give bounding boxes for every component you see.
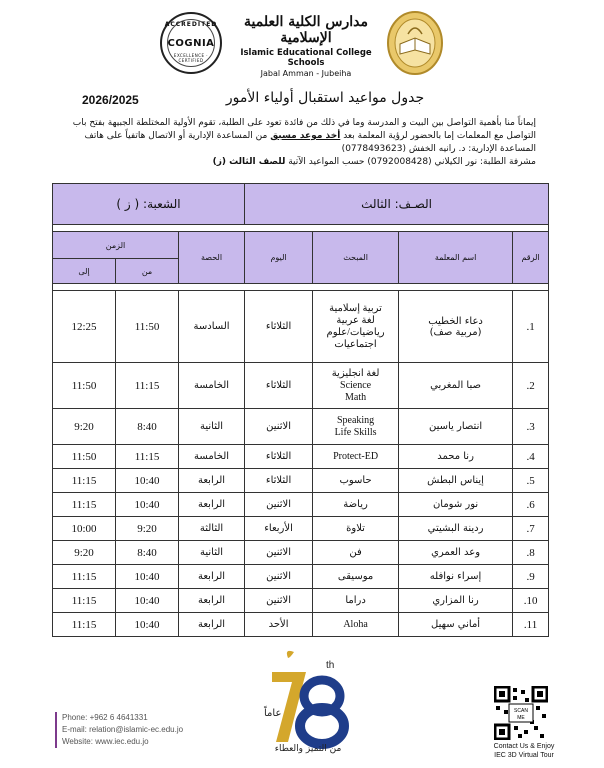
teacher-name-text: رنا المزاري xyxy=(432,595,479,606)
day-cell: الاثنين xyxy=(245,541,313,565)
header-time: الزمن xyxy=(53,232,179,259)
day-cell: الثلاثاء xyxy=(245,291,313,363)
teacher-name xyxy=(399,409,513,445)
intro-line-2 xyxy=(58,156,536,169)
subject-cell xyxy=(313,565,399,589)
time-to: 9:20 xyxy=(53,409,116,445)
period-cell: السادسة xyxy=(179,291,245,363)
subject-cell xyxy=(313,409,399,445)
teacher-name xyxy=(399,565,513,589)
time-to: 9:20 xyxy=(53,541,116,565)
time-from: 10:40 xyxy=(116,565,179,589)
day-cell: الاثنين xyxy=(245,409,313,445)
qr-caption-line-2: IEC 3D Virtual Tour xyxy=(494,752,554,759)
teacher-name xyxy=(399,469,513,493)
subject-cell xyxy=(313,613,399,637)
period-cell: الثالثة xyxy=(179,517,245,541)
page-title: جدول مواعيد استقبال أولياء الأمور xyxy=(225,90,425,106)
subject-line: رياضيات/علوم xyxy=(326,326,385,338)
day-cell: الثلاثاء xyxy=(245,445,313,469)
time-from: 10:40 xyxy=(116,493,179,517)
cognia-accreditation-logo xyxy=(160,12,222,74)
table-row xyxy=(53,541,549,565)
subject-cell xyxy=(313,291,399,363)
schedule-rows xyxy=(53,291,549,637)
row-number: .2 xyxy=(513,363,549,409)
academic-year: 2026/2025 xyxy=(82,93,139,107)
teacher-name-text: رنا محمد xyxy=(437,451,474,462)
school-emblem-icon xyxy=(386,10,444,76)
subject-line: Life Skills xyxy=(334,426,377,438)
subject-line: اجتماعيات xyxy=(334,338,377,350)
subject-cell xyxy=(313,469,399,493)
time-from: 11:50 xyxy=(116,291,179,363)
time-from: 8:40 xyxy=(116,409,179,445)
teacher-name-text: إيناس البطش xyxy=(427,475,484,486)
table-spacer xyxy=(53,225,549,232)
day-cell: الثلاثاء xyxy=(245,363,313,409)
cognia-tagline: EXCELLENCE · CERTIFIED xyxy=(173,53,209,63)
section-header-row xyxy=(53,184,549,225)
subject-cell xyxy=(313,493,399,517)
class-emphasis: للصف الثالث (ز) xyxy=(212,157,286,167)
period-cell: الخامسة xyxy=(179,445,245,469)
time-from: 11:15 xyxy=(116,445,179,469)
day-cell: الأربعاء xyxy=(245,517,313,541)
table-row xyxy=(53,589,549,613)
row-number: .7 xyxy=(513,517,549,541)
subject-line: Math xyxy=(345,391,367,403)
period-cell: الرابعة xyxy=(179,589,245,613)
row-number: .9 xyxy=(513,565,549,589)
row-number: .8 xyxy=(513,541,549,565)
intro-paragraph xyxy=(58,117,536,169)
time-from: 11:15 xyxy=(116,363,179,409)
teacher-name xyxy=(399,291,513,363)
period-cell: الخامسة xyxy=(179,363,245,409)
subject-line: Aloha xyxy=(343,618,368,630)
time-to: 11:50 xyxy=(53,363,116,409)
subject-line: Speaking xyxy=(336,414,375,426)
subject-line: لغة عربية xyxy=(336,314,375,326)
school-name-arabic: مدارس الكلية العلمية الإسلامية xyxy=(244,14,368,46)
teacher-name-text: دعاء الخطيب xyxy=(428,315,483,327)
teacher-name xyxy=(399,493,513,517)
qr-scan-label: SCAN xyxy=(514,708,528,714)
row-number: .5 xyxy=(513,469,549,493)
subject-line: موسيقى xyxy=(337,570,374,582)
table-row xyxy=(53,445,549,469)
row-number: .4 xyxy=(513,445,549,469)
day-cell: الاثنين xyxy=(245,493,313,517)
time-from: 10:40 xyxy=(116,469,179,493)
time-to: 11:50 xyxy=(53,445,116,469)
teacher-name xyxy=(399,589,513,613)
header-number: الرقم xyxy=(513,232,549,284)
teacher-name xyxy=(399,541,513,565)
intro-line-1 xyxy=(58,117,536,156)
anniversary-suffix: th xyxy=(326,660,335,671)
teacher-name xyxy=(399,363,513,409)
teacher-name xyxy=(399,445,513,469)
qr-code-icon[interactable] xyxy=(494,686,548,740)
period-cell: الرابعة xyxy=(179,613,245,637)
teacher-name-text: ردينة البشيتي xyxy=(427,523,484,534)
qr-caption-line-1: Contact Us & Enjoy xyxy=(493,743,555,750)
row-number: .11 xyxy=(513,613,549,637)
table-row xyxy=(53,409,549,445)
subject-cell xyxy=(313,589,399,613)
table-spacer xyxy=(53,284,549,291)
subject-cell xyxy=(313,517,399,541)
row-number: .10 xyxy=(513,589,549,613)
cognia-brand-text: COGNIA xyxy=(167,38,215,49)
intro-text-2: من المساعدة الإدارية أو الاتصال هاتفياً على هاتف المساعدة الإدارية: د. رانيه الخفش (0778493623) xyxy=(84,131,536,154)
school-name-english: Islamic Educational College Schools xyxy=(240,48,372,68)
subject-line: Protect-ED xyxy=(333,450,379,462)
teacher-name xyxy=(399,517,513,541)
email-link[interactable]: E-mail: relation@islamic-ec.edu.jo xyxy=(62,725,184,734)
subject-line: لغة انجليزية xyxy=(331,367,380,379)
day-cell: الثلاثاء xyxy=(245,469,313,493)
teacher-name-text: صبا المغربي xyxy=(430,380,481,391)
qr-me-label: ME xyxy=(517,715,525,721)
table-row xyxy=(53,291,549,363)
table-row xyxy=(53,469,549,493)
grade-label: الصـف: الثالث xyxy=(245,184,549,225)
time-from: 10:40 xyxy=(116,589,179,613)
school-location: Jabal Amman - Jubeiha xyxy=(260,69,352,78)
period-cell: الرابعة xyxy=(179,469,245,493)
time-to: 11:15 xyxy=(53,565,116,589)
header-day: اليوم xyxy=(245,232,313,284)
table-row xyxy=(53,565,549,589)
website-link[interactable]: Website: www.iec.edu.jo xyxy=(62,737,149,746)
row-number: .6 xyxy=(513,493,549,517)
period-cell: الرابعة xyxy=(179,493,245,517)
period-cell: الثانية xyxy=(179,541,245,565)
subject-line: دراما xyxy=(345,594,366,606)
time-to: 11:15 xyxy=(53,589,116,613)
qr-caption xyxy=(484,742,564,760)
header-teacher: اسم المعلمة xyxy=(399,232,513,284)
time-from: 9:20 xyxy=(116,517,179,541)
teacher-name-text: وعد العمري xyxy=(431,547,481,558)
header-period: الحصة xyxy=(179,232,245,284)
day-cell: الاثنين xyxy=(245,565,313,589)
day-cell: الأحد xyxy=(245,613,313,637)
teacher-name-text: انتصار ياسين xyxy=(428,421,483,432)
teacher-name-text: نور شومان xyxy=(432,499,479,510)
row-number: .1 xyxy=(513,291,549,363)
day-cell: الاثنين xyxy=(245,589,313,613)
table-row xyxy=(53,493,549,517)
header-from: من xyxy=(116,259,179,284)
subject-line: فن xyxy=(349,546,362,558)
period-cell: الثانية xyxy=(179,409,245,445)
teacher-name-text: إسراء نوافله xyxy=(429,571,482,582)
time-from: 10:40 xyxy=(116,613,179,637)
teacher-role-note: (مربية صف) xyxy=(429,326,482,338)
teacher-name-text: أماني سهيل xyxy=(431,619,481,630)
period-cell: الرابعة xyxy=(179,565,245,589)
school-name-block xyxy=(232,14,380,78)
header-subject: المبحث xyxy=(313,232,399,284)
row-number: .3 xyxy=(513,409,549,445)
teacher-name xyxy=(399,613,513,637)
column-header-row xyxy=(53,232,549,259)
schedule-table xyxy=(52,183,549,637)
subject-cell xyxy=(313,541,399,565)
subject-line: Science xyxy=(340,379,372,391)
anniversary-word: عاماً xyxy=(264,708,282,719)
contact-info xyxy=(55,712,183,748)
cognia-accredited-text: ACCREDITED xyxy=(164,21,218,28)
time-from: 8:40 xyxy=(116,541,179,565)
subject-line: تلاوة xyxy=(346,522,365,534)
subject-line: رياضة xyxy=(343,498,368,510)
table-row xyxy=(53,363,549,409)
subject-cell xyxy=(313,363,399,409)
subject-line: حاسوب xyxy=(339,474,372,486)
time-to: 11:15 xyxy=(53,493,116,517)
subject-cell xyxy=(313,445,399,469)
supervisor-text: مشرفة الطلبة: نور الكيلاني (0792008428) حسب المواعيد الآتية xyxy=(288,157,536,167)
intro-appointment-emphasis: أخذ موعد مسبق xyxy=(270,131,341,141)
anniversary-slogan: من التميز والعطاء xyxy=(274,744,342,754)
header-to: إلى xyxy=(53,259,116,284)
section-label: الشعبة: ( ز ) xyxy=(53,184,245,225)
table-row xyxy=(53,613,549,637)
time-to: 11:15 xyxy=(53,613,116,637)
table-row xyxy=(53,517,549,541)
phone-text: Phone: +962 6 4641331 xyxy=(62,713,148,722)
time-to: 12:25 xyxy=(53,291,116,363)
time-to: 11:15 xyxy=(53,469,116,493)
subject-line: تربية إسلامية xyxy=(329,302,382,314)
time-to: 10:00 xyxy=(53,517,116,541)
intro-text-1: إيماناً منا بأهمية التواصل بين البيت و المدرسة وما في ذلك من فائدة تعود على الطلبة، تقوم الأولية المختلطة الجبيهة بفتح باب التواصل مع المعلمات إما بالحضور لرؤية المعلمة بعد xyxy=(72,118,536,141)
